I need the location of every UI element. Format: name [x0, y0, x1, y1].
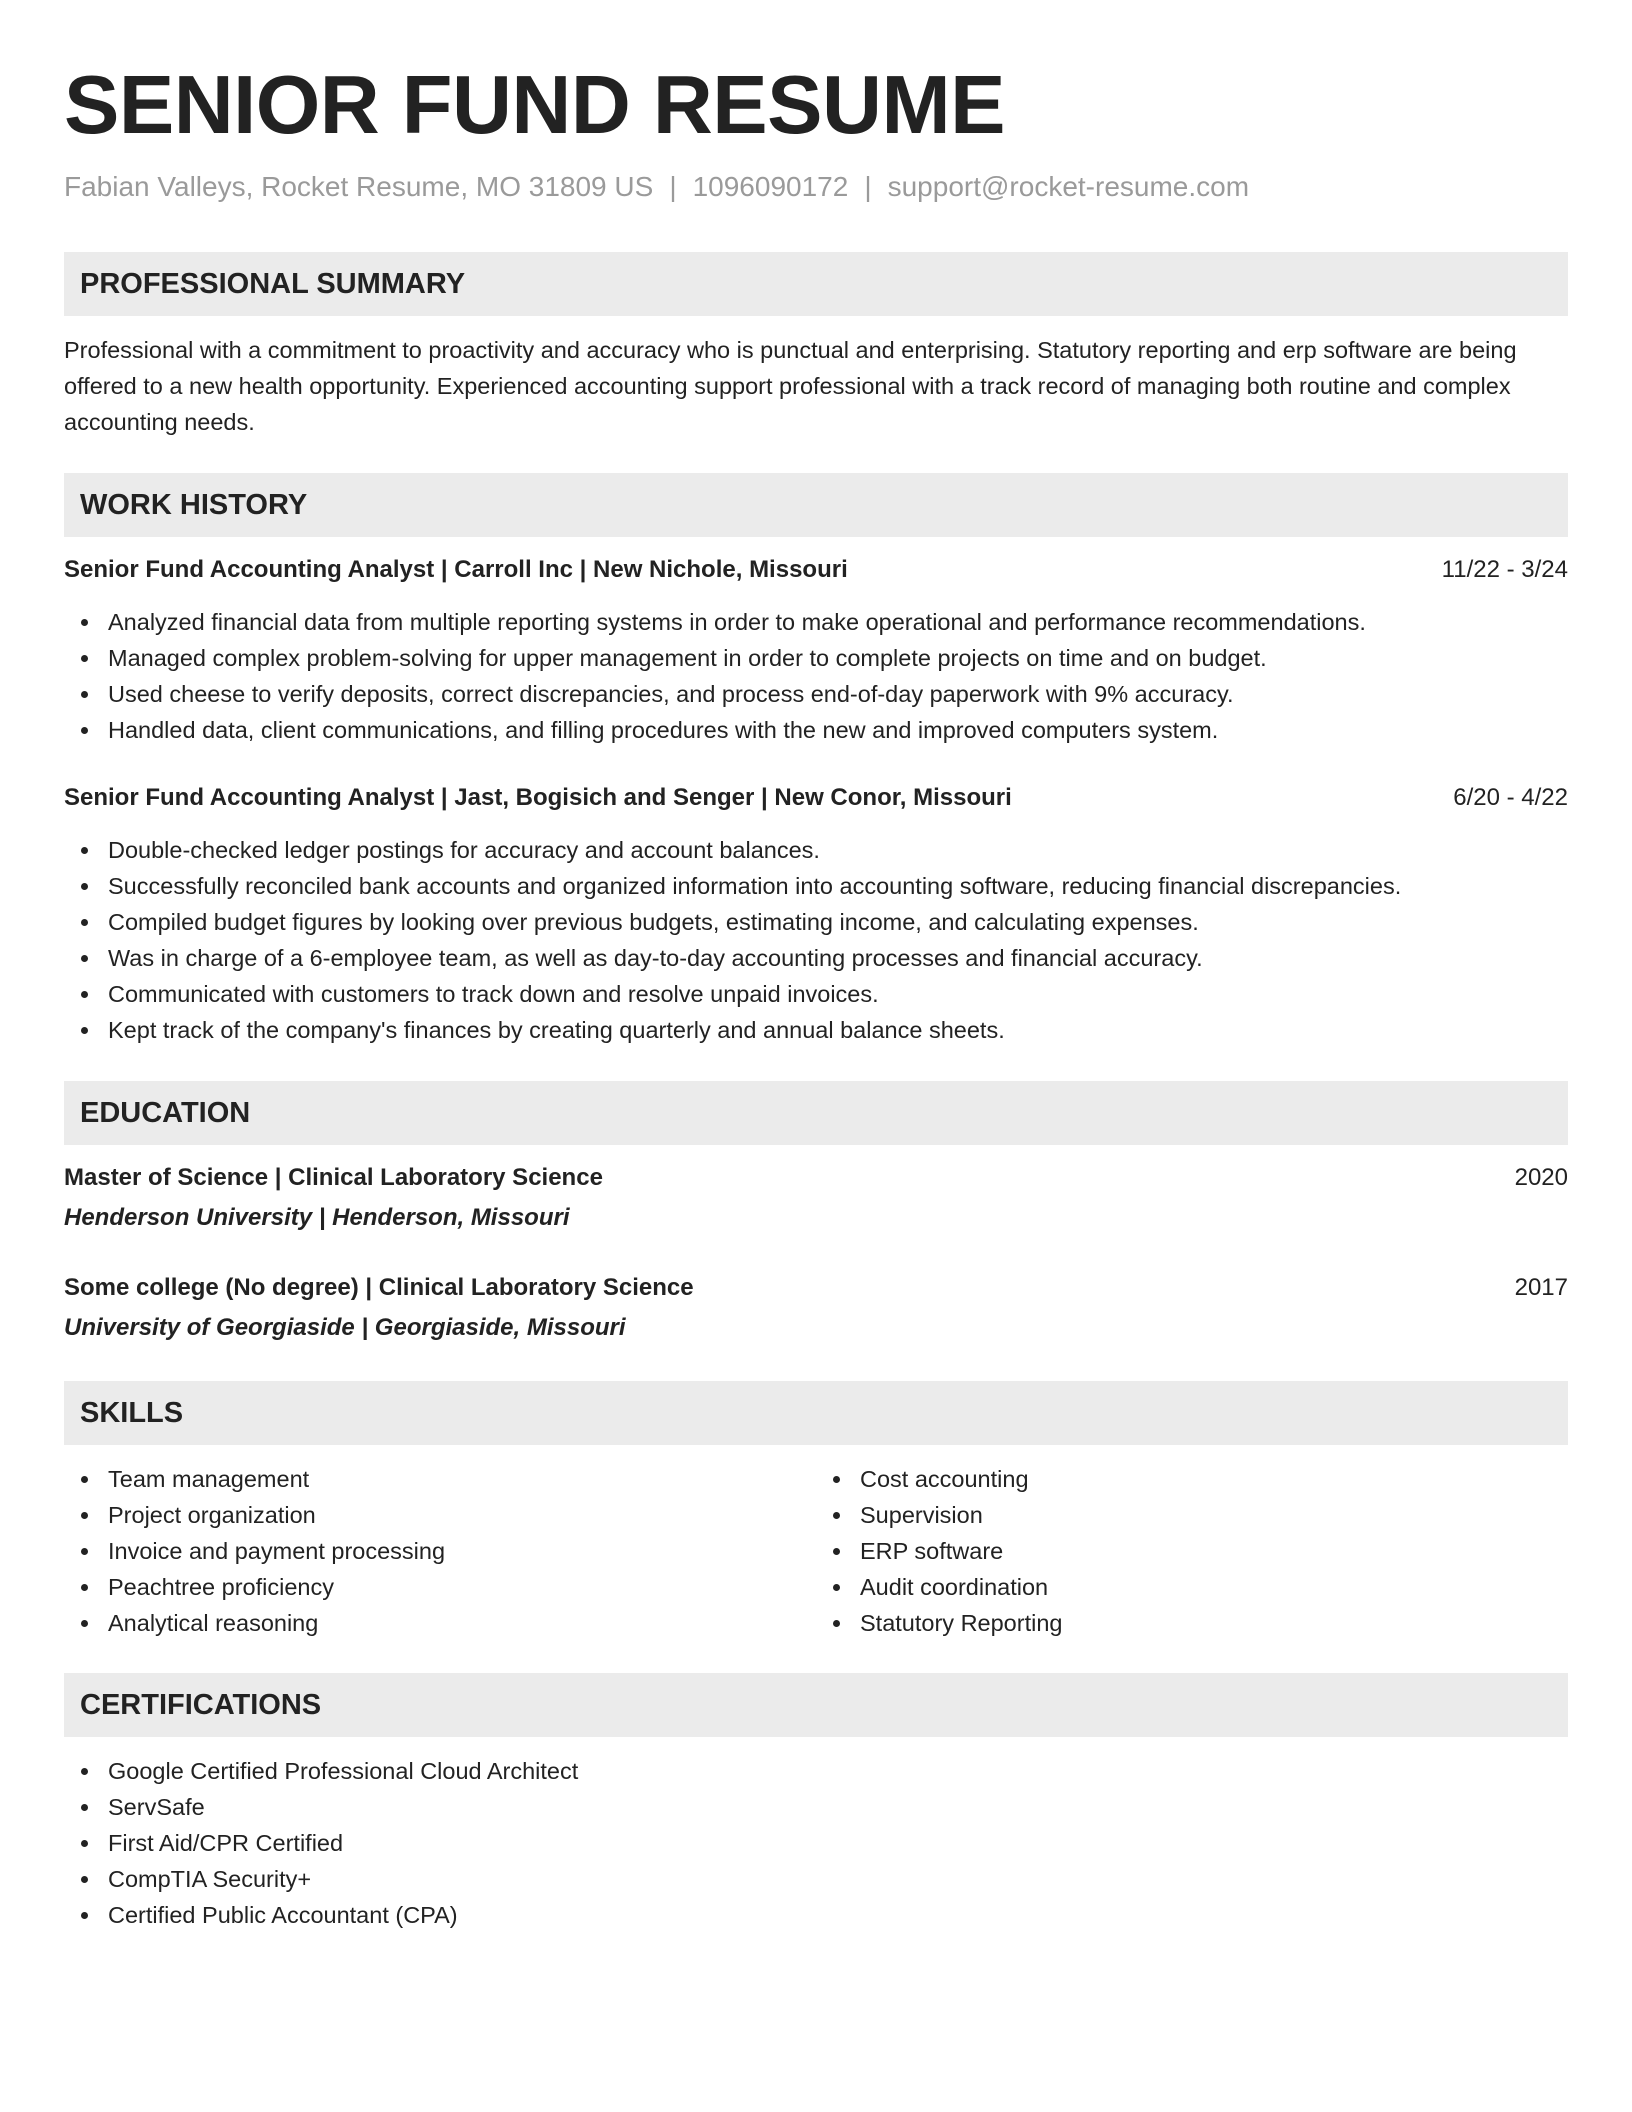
- contact-email: support@rocket-resume.com: [887, 171, 1250, 202]
- job-bullet: Was in charge of a 6-employee team, as well as day-to-day accounting processes and financial accuracy.: [64, 940, 1568, 976]
- skill-item: Invoice and payment processing: [64, 1533, 816, 1569]
- job-bullets: [64, 604, 1568, 748]
- skill-item: Team management: [64, 1461, 816, 1497]
- section-heading-summary: PROFESSIONAL SUMMARY: [64, 252, 1568, 316]
- contact-address: Fabian Valleys, Rocket Resume, MO 31809 US: [64, 171, 654, 202]
- skill-item: Supervision: [816, 1497, 1568, 1533]
- education-degree: Master of Science | Clinical Laboratory Science: [64, 1164, 603, 1191]
- job-title: Senior Fund Accounting Analyst | Jast, Bogisich and Senger | New Conor, Missouri: [64, 784, 1012, 811]
- job-dates: 11/22 - 3/24: [1441, 556, 1568, 583]
- education-school: University of Georgiaside | Georgiaside, Missouri: [64, 1314, 626, 1341]
- section-heading-work-history: WORK HISTORY: [64, 473, 1568, 537]
- certification-item: Certified Public Accountant (CPA): [64, 1897, 1568, 1933]
- job-bullet: Communicated with customers to track down and resolve unpaid invoices.: [64, 976, 1568, 1012]
- certification-item: ServSafe: [64, 1789, 1568, 1825]
- education-school: Henderson University | Henderson, Missouri: [64, 1204, 570, 1231]
- job-header: [64, 781, 1568, 815]
- job-bullet: Kept track of the company's finances by creating quarterly and annual balance sheets.: [64, 1012, 1568, 1048]
- job-bullet: Handled data, client communications, and filling procedures with the new and improved computers system.: [64, 712, 1568, 748]
- certifications-list: [64, 1753, 1568, 1933]
- education-year: 2017: [1514, 1274, 1568, 1301]
- resume-title: SENIOR FUND RESUME: [64, 58, 1005, 151]
- section-heading-skills: SKILLS: [64, 1381, 1568, 1445]
- skill-item: Peachtree proficiency: [64, 1569, 816, 1605]
- contact-separator: |: [864, 171, 872, 202]
- skill-item: Cost accounting: [816, 1461, 1568, 1497]
- skills-list: [64, 1461, 816, 1641]
- skills-grid: [64, 1461, 1568, 1641]
- job-dates: 6/20 - 4/22: [1453, 784, 1568, 811]
- section-heading-certifications: CERTIFICATIONS: [64, 1673, 1568, 1737]
- skill-item: Analytical reasoning: [64, 1605, 816, 1641]
- job-entry: [64, 781, 1568, 1048]
- education-header: [64, 1161, 1568, 1195]
- certification-item: CompTIA Security+: [64, 1861, 1568, 1897]
- job-bullet: Successfully reconciled bank accounts and organized information into accounting software, reducing financial discrepancies.: [64, 868, 1568, 904]
- job-bullet: Analyzed financial data from multiple reporting systems in order to make operational and performance recommendations.: [64, 604, 1568, 640]
- contact-line: [64, 170, 1568, 204]
- job-header: [64, 553, 1568, 587]
- skills-list: [816, 1461, 1568, 1641]
- skill-item: ERP software: [816, 1533, 1568, 1569]
- job-entry: [64, 553, 1568, 748]
- education-year: 2020: [1514, 1164, 1568, 1191]
- certification-item: Google Certified Professional Cloud Architect: [64, 1753, 1568, 1789]
- contact-phone: 1096090172: [692, 171, 849, 202]
- job-bullet: Double-checked ledger postings for accuracy and account balances.: [64, 832, 1568, 868]
- skill-item: Project organization: [64, 1497, 816, 1533]
- job-bullets: [64, 832, 1568, 1048]
- certification-item: First Aid/CPR Certified: [64, 1825, 1568, 1861]
- education-entry: [64, 1271, 1568, 1345]
- education-entry: [64, 1161, 1568, 1235]
- education-degree: Some college (No degree) | Clinical Laboratory Science: [64, 1274, 694, 1301]
- job-title: Senior Fund Accounting Analyst | Carroll Inc | New Nichole, Missouri: [64, 556, 848, 583]
- summary-text: Professional with a commitment to proactivity and accuracy who is punctual and enterprising. Statutory reporting and erp software are being offered to a new health opportunity. Experienced accounting support professional with a track record of managing both routine and complex accounting needs.: [64, 337, 1517, 435]
- skill-item: Statutory Reporting: [816, 1605, 1568, 1641]
- skills-column-left: [64, 1461, 816, 1641]
- job-bullet: Managed complex problem-solving for upper management in order to complete projects on time and on budget.: [64, 640, 1568, 676]
- skill-item: Audit coordination: [816, 1569, 1568, 1605]
- skills-column-right: [816, 1461, 1568, 1641]
- contact-separator: |: [669, 171, 677, 202]
- job-bullet: Used cheese to verify deposits, correct discrepancies, and process end-of-day paperwork with 9% accuracy.: [64, 676, 1568, 712]
- education-header: [64, 1271, 1568, 1305]
- section-heading-education: EDUCATION: [64, 1081, 1568, 1145]
- job-bullet: Compiled budget figures by looking over previous budgets, estimating income, and calculating expenses.: [64, 904, 1568, 940]
